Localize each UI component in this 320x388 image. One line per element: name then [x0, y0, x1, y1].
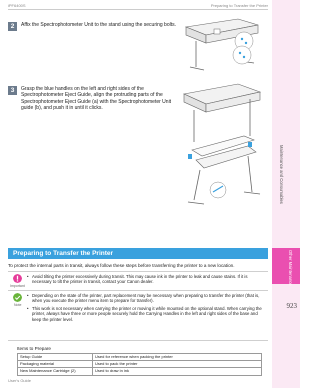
- important-icon: [13, 274, 22, 283]
- step-number-2: 2: [8, 22, 17, 31]
- printer-stand-illustration: [178, 15, 266, 77]
- important-bottom-divider: [8, 290, 268, 291]
- header-title: Preparing to Transfer the Printer: [210, 3, 268, 8]
- step-number-3: 3: [8, 86, 17, 95]
- side-tab-section[interactable]: Maintenance and Consumables: [279, 145, 284, 204]
- item-purpose: Used to pack the printer: [93, 361, 262, 368]
- item-purpose: Used to draw in ink: [93, 368, 262, 375]
- side-tab-current[interactable]: Other Maintenance: [288, 250, 293, 286]
- table-row: [18, 361, 262, 368]
- table-row: [18, 354, 262, 361]
- section-intro: To protect the internal parts in transit, always follow these steps before transferring the printer to a new location.: [8, 263, 235, 268]
- step-2-text: Affix the Spectrophotometer Unit to the stand using the securing bolts.: [21, 22, 176, 28]
- step-3-text: Grasp the blue handles on the left and right sides of the Spectrophotometer Eject Guide, align the protruding parts of the Spectrophotometer Eject Guide (a) with the Spectrophotometer Unit guide (b), and push it in until it clicks.: [21, 86, 172, 111]
- page-footer: User's Guide: [8, 378, 31, 383]
- section-header: [8, 248, 268, 259]
- header-divider: [8, 9, 268, 10]
- page-number: 923: [286, 302, 297, 310]
- side-tab-active-band: [272, 248, 300, 284]
- important-label: Important: [10, 284, 25, 288]
- items-to-prepare-table: [17, 353, 262, 376]
- table-row: [18, 368, 262, 375]
- header-model: iPF6400S: [8, 3, 26, 8]
- side-tab: [272, 0, 300, 388]
- note-bottom-divider: [8, 340, 268, 341]
- important-top-divider: [8, 271, 268, 272]
- items-to-prepare-heading: Items to Prepare: [17, 346, 51, 351]
- section-title: Preparing to Transfer the Printer: [13, 250, 114, 257]
- item-name: Packaging material: [18, 361, 93, 368]
- note-item-1: • Depending on the state of the printer, part replacement may be necessary when preparing to transfer the printer (that is, when you execute the printer menu item to prepare for transfer).: [32, 293, 262, 304]
- eject-guide-illustration: [178, 80, 266, 230]
- note-item-2: • This work is not necessary when carrying the printer or moving it while mounted on the optional stand. When carrying the printer, always have three or more people securely hold the Carrying Handles in the left and right sides of the base and keep the printer level.: [32, 306, 262, 322]
- note-icon: [13, 293, 22, 302]
- item-name: New Maintenance Cartridge (2): [18, 368, 93, 375]
- note-label: Note: [14, 303, 22, 307]
- important-item: • Avoid tilting the printer excessively during transit. This may cause ink in the printer to leak and cause stains. If it is necessary to tilt the printer in transit, contact your Canon dealer.: [32, 274, 262, 285]
- item-purpose: Used for reference when packing the printer: [93, 354, 262, 361]
- item-name: Setup Guide: [18, 354, 93, 361]
